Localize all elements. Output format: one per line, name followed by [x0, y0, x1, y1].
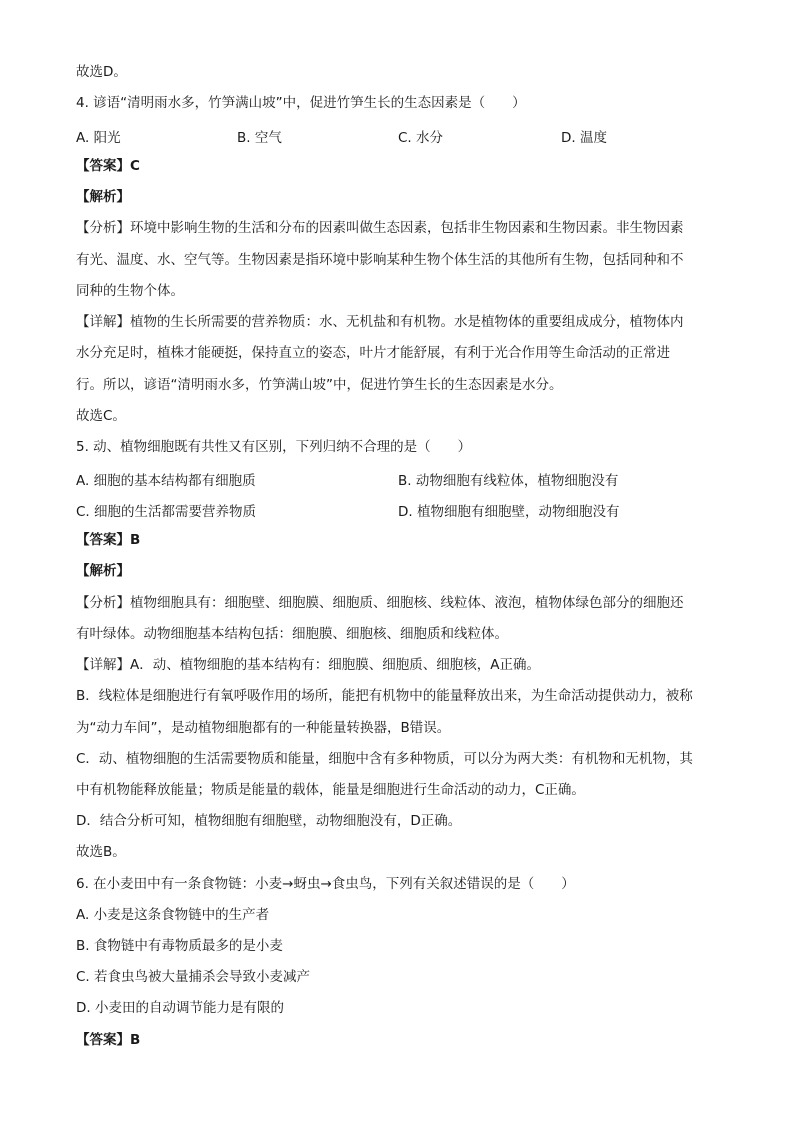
- q5-detail-line-1: 【详解】A．动、植物细胞的基本结构有：细胞膜、细胞质、细胞核，A正确。: [76, 657, 540, 673]
- q5-detail-line-6: D．结合分析可知，植物细胞有细胞壁，动物细胞没有，D正确。: [76, 813, 462, 829]
- q4-analysis-line-2: 有光、温度、水、空气等。生物因素是指环境中影响某种生物个体生活的其他所有生物，包括同种和不: [76, 252, 684, 268]
- q5-option-b: B. 动物细胞有线粒体，植物细胞没有: [398, 473, 619, 489]
- q5-explanation-heading: 【解析】: [76, 563, 130, 579]
- q4-detail-line-1: 【详解】植物的生长所需要的营养物质：水、无机盐和有机物。水是植物体的重要组成成分，植物体内: [76, 314, 684, 330]
- question-5: 5. 动、植物细胞既有共性又有区别，下列归纳不合理的是（ ）: [76, 439, 472, 455]
- q4-option-c: C. 水分: [398, 130, 444, 146]
- q4-answer: 【答案】C: [76, 158, 140, 174]
- q6-option-c: C. 若食虫鸟被大量捕杀会导致小麦减产: [76, 969, 311, 985]
- q5-option-c: C. 细胞的生活都需要营养物质: [76, 504, 257, 520]
- question-6: 6. 在小麦田中有一条食物链：小麦→蚜虫→食虫鸟，下列有关叙述错误的是（ ）: [76, 876, 575, 892]
- question-4: 4. 谚语“清明雨水多，竹笋满山坡”中，促进竹笋生长的生态因素是（ ）: [76, 95, 526, 111]
- q4-analysis-line-3: 同种的生物个体。: [76, 283, 184, 299]
- q6-option-b: B. 食物链中有毒物质最多的是小麦: [76, 938, 283, 954]
- q6-option-d: D. 小麦田的自动调节能力是有限的: [76, 1000, 284, 1016]
- q5-option-a: A. 细胞的基本结构都有细胞质: [76, 473, 256, 489]
- q5-detail-line-5: 中有机物能释放能量；物质是能量的载体，能量是细胞进行生命活动的动力，C正确。: [76, 782, 585, 798]
- q5-analysis-line-1: 【分析】植物细胞具有：细胞壁、细胞膜、细胞质、细胞核、线粒体、液泡，植物体绿色部分的细胞还: [76, 595, 684, 611]
- q4-detail-line-3: 行。所以，谚语“清明雨水多，竹笋满山坡”中，促进竹笋生长的生态因素是水分。: [76, 377, 563, 393]
- q5-detail-line-2: B．线粒体是细胞进行有氧呼吸作用的场所，能把有机物中的能量释放出来，为生命活动提供动力，被称: [76, 688, 693, 704]
- q5-analysis-line-2: 有叶绿体。动物细胞基本结构包括：细胞膜、细胞核、细胞质和线粒体。: [76, 626, 508, 642]
- q4-detail-line-2: 水分充足时，植株才能硬挺，保持直立的姿态，叶片才能舒展，有利于光合作用等生命活动的正常进: [76, 345, 670, 361]
- q4-explanation-heading: 【解析】: [76, 189, 130, 205]
- q4-option-a: A. 阳光: [76, 130, 121, 146]
- conclusion-q3: 故选D。: [76, 64, 127, 80]
- q4-option-d: D. 温度: [561, 130, 607, 146]
- conclusion-q4: 故选C。: [76, 408, 126, 424]
- conclusion-q5: 故选B。: [76, 844, 126, 860]
- q5-detail-line-4: C．动、植物细胞的生活需要物质和能量，细胞中含有多种物质，可以分为两大类：有机物和无机物，其: [76, 751, 693, 767]
- q4-option-b: B. 空气: [237, 130, 282, 146]
- q6-answer: 【答案】B: [76, 1032, 141, 1048]
- q5-option-d: D. 植物细胞有细胞壁，动物细胞没有: [398, 504, 620, 520]
- q4-analysis-line-1: 【分析】环境中影响生物的生活和分布的因素叫做生态因素，包括非生物因素和生物因素。非生物因素: [76, 220, 684, 236]
- q5-answer: 【答案】B: [76, 532, 141, 548]
- q5-detail-line-3: 为“动力车间”，是动植物细胞都有的一种能量转换器，B错误。: [76, 720, 451, 736]
- q6-option-a: A. 小麦是这条食物链中的生产者: [76, 907, 270, 923]
